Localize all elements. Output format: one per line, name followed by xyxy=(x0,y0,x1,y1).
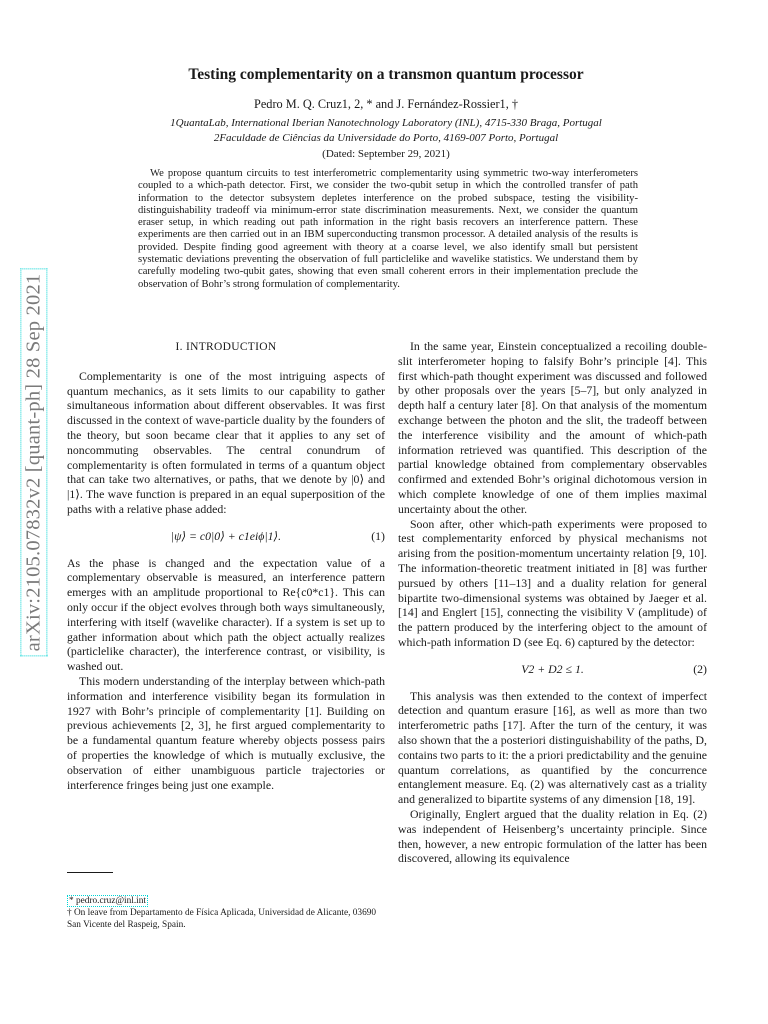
section-heading: I. INTRODUCTION xyxy=(175,341,277,353)
paper-date: (Dated: September 29, 2021) xyxy=(322,148,450,160)
arxiv-stamp xyxy=(4,236,64,688)
equation-2-number: (2) xyxy=(693,661,707,676)
intro-paragraph-2: As the phase is changed and the expectation value of a complementary observable is measured, an interference pattern emerges with an amplitude proportional to Re{c0*c1}. This can only occur if the object evolves through both ways simultaneously, interfering with itself (wavelike character). If a system is set up to gather information about which path the object actually realizes (particlelike character), the interference contrast, or visibility, is washed out. xyxy=(67,555,385,674)
intro-paragraph-3: This modern understanding of the interplay between which-path information and interference visibility began its formulation in 1927 with Bohr’s principle of complementarity [1]. Building on previous achievements [2, 3], he first argued complementarity to be a fundamental quantum feature whereby objects possess pairs of properties the knowledge of which is mutually exclusive, the observation of either unambiguous particle trajectories or interference fringes being just one example. xyxy=(67,673,385,792)
paper-title: Testing complementarity on a transmon quantum processor xyxy=(188,66,584,83)
footnote-affiliation: † On leave from Departamento de Física Aplicada, Universidad de Alicante, 03690 San Vicente del Raspeig, Spain. xyxy=(67,908,377,930)
abstract: We propose quantum circuits to test interferometric complementarity using symmetric two-way interferometers coupled to a which-path detector. First, we consider the two-qubit setup in which the controlled transfer of path information to the detector subsystem depletes interference on the probed subspace, testing the visibility-distinguishability tradeoff via minimum-error state discrimination measurements. Next, we consider the quantum eraser setup, in which reading out path information in the right basis recovers an interference pattern. These experiments are then carried out in an IBM superconducting transmon processor. A detailed analysis of the results is provided. Despite finding good agreement with theory at a coarse level, we also identify small but persistent systematic deviations preventing the observation of full particlelike and wavelike statistics. We understand them by carefully modeling two-qubit gates, showing that even small coherent errors in their implementation preclude the observation of Bohr’s strong formulation of complementarity. xyxy=(138,168,638,290)
equation-1-body: |ψ⟩ = c0|0⟩ + c1eiϕ|1⟩. xyxy=(170,528,282,543)
footnotes xyxy=(67,895,385,931)
right-paragraph-1: In the same year, Einstein conceptualized a recoiling double-slit interferometer hoping to falsify Bohr’s principle [4]. This first which-path thought experiment was discussed and followed by other proposals over the years [5–7], but only analyzed in depth half a century later [8]. On that analysis of the momentum exchange between the photon and the slit, the tradeoff between the interference visibility and the amount of which-path information retrieved was quantified. This description of the partial knowledge obtained from complementary observables confirmed and extended Bohr’s original dichotomous version in which complete knowledge of one of them implies maximal uncertainty about the other. xyxy=(398,339,707,516)
left-column xyxy=(67,340,385,792)
right-column xyxy=(398,339,707,866)
paper-authors: Pedro M. Q. Cruz1, 2, * and J. Fernández-Rossier1, † xyxy=(254,97,518,111)
right-paragraph-2: Soon after, other which-path experiments were proposed to test complementarity enforced by physical mechanisms not arising from the position-momentum uncertainty relation [9, 10]. The information-theoretic treatment initiated in [8] was further pursued by others [11–13] and a duality relation for general bipartite two-dimensional systems was obtained by Jaeger et al. [14] and Englert [15], connecting the visibility V (amplitude) of the pattern produced by the interfering object to the amount of which-path information D (see Eq. 6) captured by the detector: xyxy=(398,516,707,649)
equation-2 xyxy=(398,662,707,677)
footnote-divider xyxy=(67,872,113,873)
equation-1-number: (1) xyxy=(371,528,385,543)
affiliation-2: 2Faculdade de Ciências da Universidade do Porto, 4169-007 Porto, Portugal xyxy=(213,132,559,144)
equation-2-body: V2 + D2 ≤ 1. xyxy=(521,661,584,676)
right-paragraph-3: This analysis was then extended to the context of imperfect detection and quantum erasure [16], as well as more than two interferometric paths [17]. After the turn of the century, it was also shown that the a posteriori distinguishability of the paths, D, contains two parts to it: the a priori predictability and the genuine quantum correlations, as quantified by the concurrence entanglement measure. Eq. (2) was alternatively cast as a triality and generalized to bipartite systems of any dimension [18, 19]. xyxy=(398,688,707,807)
affiliation-1: 1QuantaLab, International Iberian Nanotechnology Laboratory (INL), 4715-330 Braga, Portugal xyxy=(170,117,602,129)
arxiv-id[interactable]: arXiv:2105.07832v2 [quant-ph] 28 Sep 2021 xyxy=(21,268,48,656)
intro-paragraph-1: Complementarity is one of the most intriguing aspects of quantum mechanics, as it sets limits to our capability to gather simultaneous information about different observables. It was first discussed in the context of wave-particle duality by the founders of the theory, but soon became clear that it applies to any set of noncommuting observables. The central conundrum of complementarity is often formulated in terms of a quantum object that can take two alternatives, or paths, that we denote by |0⟩ and |1⟩. The wave function is prepared in an equal superposition of the paths with a relative phase added: xyxy=(67,368,385,516)
right-paragraph-4: Originally, Englert argued that the duality relation in Eq. (2) was independent of Heisenberg’s uncertainty principle. Since then, however, a new entropic formulation of the latter has been discovered, allowing its equivalence xyxy=(398,806,707,866)
footnote-email[interactable]: * pedro.cruz@inl.int xyxy=(69,896,146,906)
equation-1 xyxy=(67,529,385,544)
